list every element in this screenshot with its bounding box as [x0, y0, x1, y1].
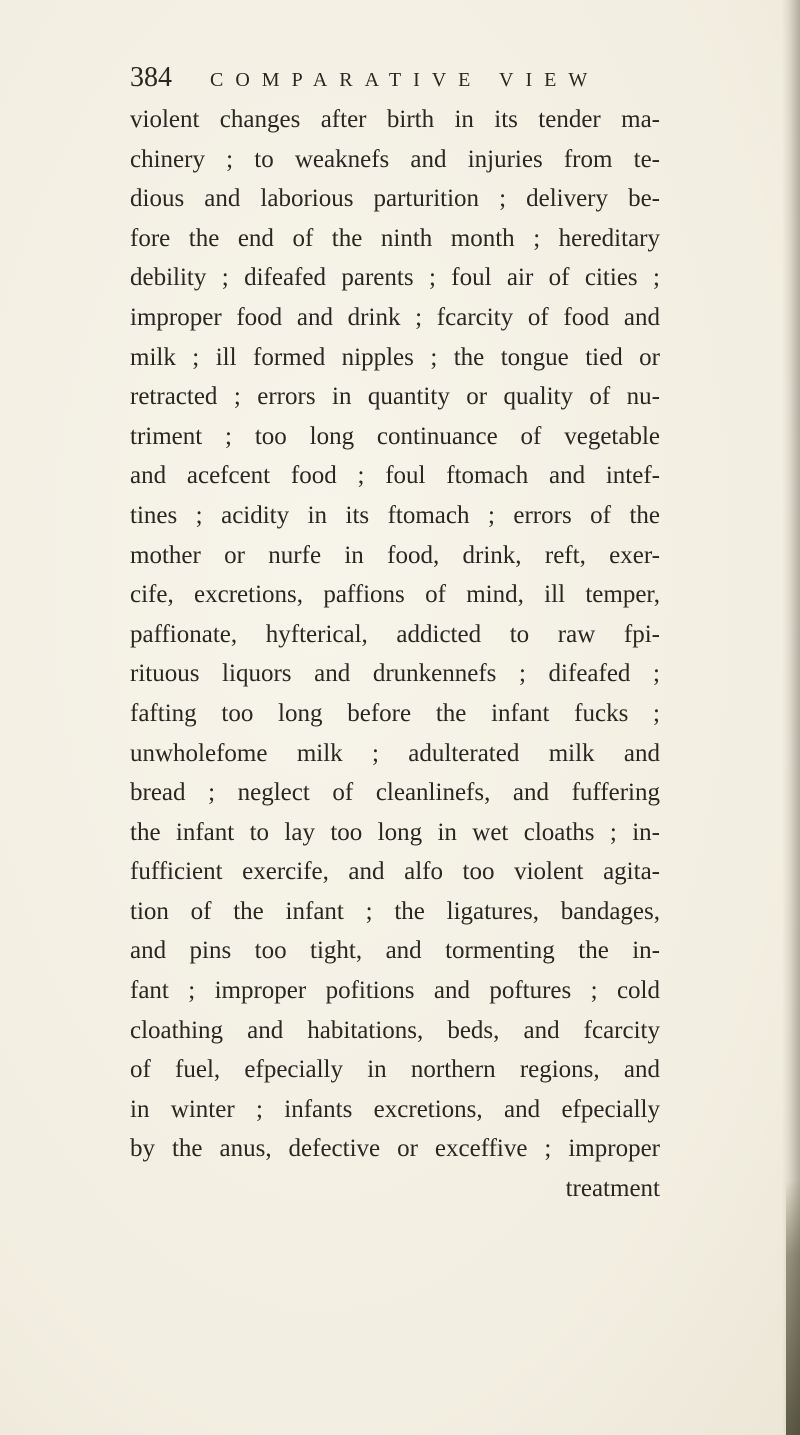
running-head: COMPARATIVE VIEW: [210, 69, 600, 91]
text-line: triment ; too long continuance of vegetable: [130, 422, 660, 450]
body-text: [130, 100, 660, 1209]
text-line: cloathing and habitations, beds, and fcarcity: [130, 1016, 660, 1044]
text-line: dious and laborious parturition ; delivery be-: [130, 185, 660, 213]
text-line: of fuel, efpecially in northern regions, and: [130, 1056, 660, 1084]
text-line: improper food and drink ; fcarcity of food and: [130, 303, 660, 331]
text-line: fufficient exercife, and alfo too violent agita-: [130, 858, 660, 886]
text-line: unwholefome milk ; adulterated milk and: [130, 739, 660, 767]
page-edge-stain: [786, 1180, 800, 1435]
text-line: fore the end of the ninth month ; hereditary: [130, 224, 660, 252]
text-line: milk ; ill formed nipples ; the tongue tied or: [130, 343, 660, 371]
text-line: fafting too long before the infant fucks ;: [130, 699, 660, 727]
text-line: rituous liquors and drunkennefs ; difeafed ;: [130, 660, 660, 688]
catchword-line: treatment: [565, 1175, 660, 1203]
text-line: by the anus, defective or exceffive ; improper: [130, 1135, 660, 1163]
text-line: debility ; difeafed parents ; foul air of cities ;: [130, 264, 660, 292]
text-line: the infant to lay too long in wet cloaths ; in-: [130, 818, 660, 846]
text-line: and acefcent food ; foul ftomach and intef-: [130, 462, 660, 490]
text-line: bread ; neglect of cleanlinefs, and fuffering: [130, 779, 660, 807]
page-number: 384: [130, 62, 172, 93]
text-line: cife, excretions, paffions of mind, ill temper,: [130, 581, 660, 609]
text-line: and pins too tight, and tormenting the in-: [130, 937, 660, 965]
page-header: [130, 62, 690, 102]
text-line: chinery ; to weaknefs and injuries from te-: [130, 145, 660, 173]
text-line: in winter ; infants excretions, and efpecially: [130, 1095, 660, 1123]
text-line: retracted ; errors in quantity or quality of nu-: [130, 383, 660, 411]
text-line: paffionate, hyfterical, addicted to raw fpi-: [130, 620, 660, 648]
text-line: tines ; acidity in its ftomach ; errors of the: [130, 501, 660, 529]
text-line: fant ; improper pofitions and poftures ; cold: [130, 977, 660, 1005]
text-line: tion of the infant ; the ligatures, bandages,: [130, 897, 660, 925]
text-line: mother or nurfe in food, drink, reft, exer-: [130, 541, 660, 569]
text-line: violent changes after birth in its tender ma-: [130, 106, 660, 133]
